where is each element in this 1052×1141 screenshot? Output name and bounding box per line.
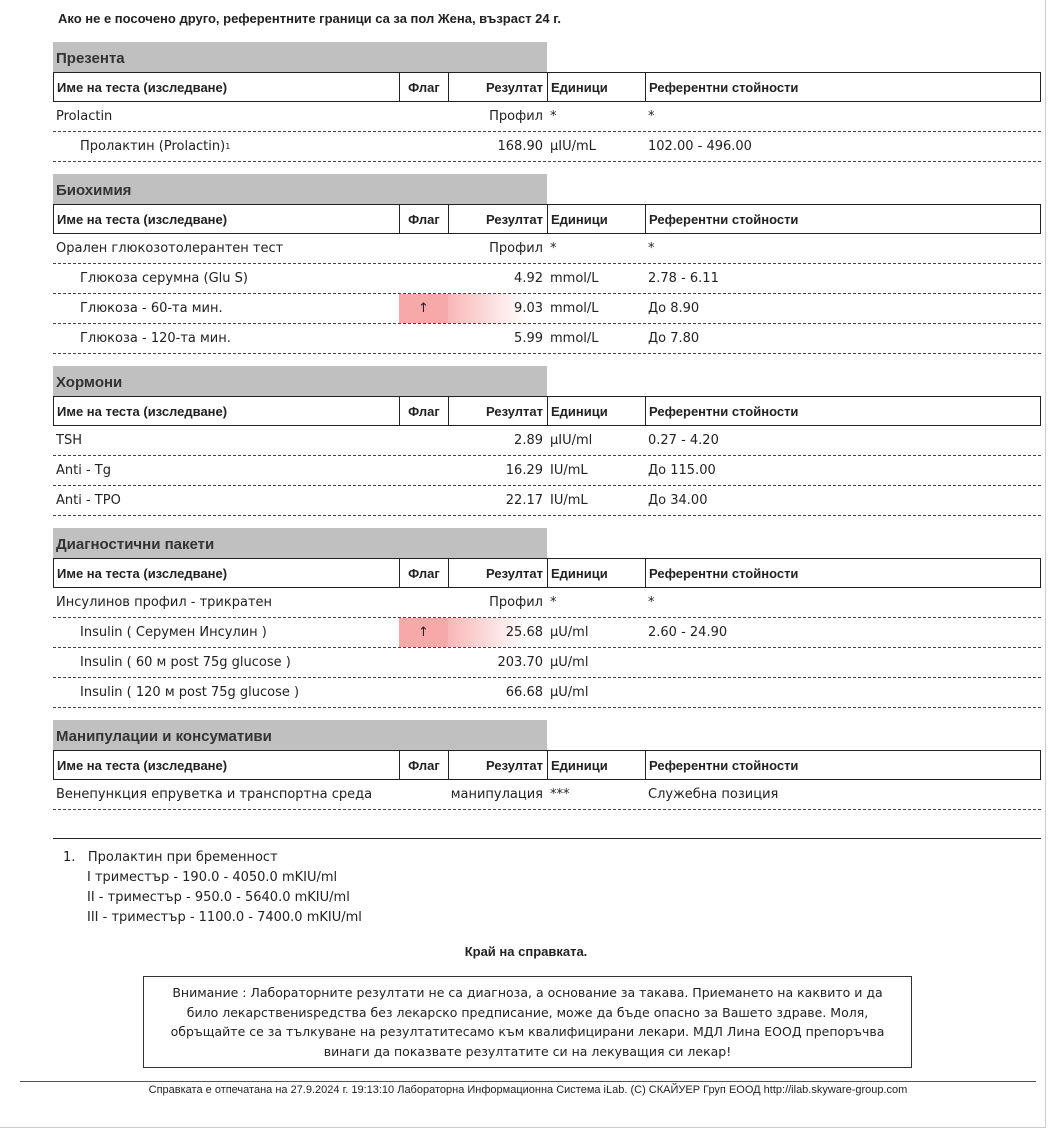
test-name-cell [53,648,399,677]
flag-cell [399,780,448,809]
column-header-ref: Референтни стойности [649,565,799,581]
table-row [53,132,1041,162]
flag-cell [399,426,448,455]
test-name: Орален глюкозотолерантен тест [56,241,284,256]
flag-cell [399,132,448,161]
test-name-cell [53,780,399,809]
column-header-units: Единици [548,559,646,587]
reference-cell: * [648,595,655,610]
column-header-name: Име на теста (изследване) [54,751,400,779]
table-row [53,588,1041,618]
footnote-title: Пролактин при бременност [87,850,278,865]
column-header-flag: Флаг [400,559,449,587]
test-name: Insulin ( 60 м post 75g glucose ) [80,655,291,670]
flag-cell [399,234,448,263]
reference-cell: * [648,241,655,256]
units-cell: *** [550,787,570,802]
units-cell: * [550,109,557,124]
result-cell: 25.68 [448,618,547,647]
column-header-ref: Референтни стойности [649,757,799,773]
table-header [53,396,1041,426]
section [53,42,1041,162]
column-header-flag: Флаг [400,73,449,101]
table-row [53,648,1041,678]
units-cell: IU/mL [550,463,588,478]
reference-cell: До 115.00 [648,463,716,478]
test-name-cell [53,426,399,455]
column-header-result: Резултат [449,397,548,425]
result-cell: 4.92 [514,271,543,286]
result-cell: 22.17 [505,493,543,508]
section [53,720,1041,810]
reference-cell: До 8.90 [648,301,700,316]
test-name: Insulin ( 120 м post 75g glucose ) [80,685,300,700]
test-name-cell [53,324,399,353]
result-cell: 5.99 [514,331,543,346]
flag-cell [399,264,448,293]
column-header-flag: Флаг [400,751,449,779]
reference-cell: 0.27 - 4.20 [648,433,719,448]
test-name: Глюкоза - 120-та мин. [80,331,231,346]
table-row [53,780,1041,810]
column-header-units: Единици [548,751,646,779]
column-header-flag: Флаг [400,205,449,233]
column-header-ref: Референтни стойности [649,79,799,95]
column-header-units: Единици [548,397,646,425]
test-name: Инсулинов профил - трикратен [56,595,273,610]
section-title: Презента [53,42,547,72]
units-cell: mmol/L [550,301,599,316]
result-cell: 168.90 [497,139,543,154]
test-name-cell [53,456,399,485]
footnote-ref: 1 [225,142,231,151]
column-header-result: Резултат [449,559,548,587]
units-cell: µIU/ml [550,433,593,448]
footnote-line: III - триместър - 1100.0 - 7400.0 mKIU/ml [87,910,362,925]
column-header-ref: Референтни стойности [649,211,799,227]
table-row [53,234,1041,264]
table-row [53,486,1041,516]
reference-note: Ако не е посочено друго, референтните граници са за пол Жена, възраст 24 г. [58,11,561,26]
result-cell: 203.70 [497,655,543,670]
reference-cell [645,648,1041,677]
arrow-up-icon: ↑ [399,618,448,647]
reference-cell: Служебна позиция [648,787,779,802]
footnote-line: II - триместър - 950.0 - 5640.0 mKIU/ml [87,890,350,905]
reference-cell: 2.78 - 6.11 [648,271,719,286]
reference-cell: До 7.80 [648,331,700,346]
column-header-name: Име на теста (изследване) [54,205,400,233]
units-cell: IU/mL [550,493,588,508]
section [53,366,1041,516]
reference-cell: До 34.00 [648,493,708,508]
column-header-name: Име на теста (изследване) [54,73,400,101]
result-cell: 16.29 [505,463,543,478]
table-row [53,426,1041,456]
results-sections [53,42,1041,822]
test-name-cell [53,294,399,323]
test-name: Пролактин (Prolactin) [80,139,226,154]
result-cell: манипулация [450,787,543,802]
table-header [53,204,1041,234]
test-name-cell [53,618,399,647]
units-cell: µU/ml [550,625,589,640]
table-header [53,72,1041,102]
section [53,528,1041,708]
column-header-name: Име на теста (изследване) [54,397,400,425]
test-name-cell [53,588,399,617]
units-cell: µIU/mL [550,139,596,154]
footer-divider [20,1081,1036,1082]
flag-cell [399,588,448,617]
column-header-result: Резултат [449,751,548,779]
table-row [53,678,1041,708]
column-header-ref: Референтни стойности [649,403,799,419]
footnote [63,848,362,928]
table-row [53,294,1041,324]
result-cell: 66.68 [505,685,543,700]
table-row [53,264,1041,294]
result-cell: Профил [489,109,543,124]
result-cell: 2.89 [514,433,543,448]
end-of-report: Край на справката. [464,944,588,959]
test-name: Prolactin [56,109,113,124]
footnote-number: 1. [63,850,76,865]
table-row [53,618,1041,648]
units-cell: µU/ml [550,685,589,700]
column-header-name: Име на теста (изследване) [54,559,400,587]
section-title: Хормони [53,366,547,396]
test-name: Insulin ( Серумен Инсулин ) [80,625,267,640]
column-header-units: Единици [548,205,646,233]
units-cell: mmol/L [550,271,599,286]
section-title: Диагностични пакети [53,528,547,558]
result-cell: Профил [489,241,543,256]
section [53,174,1041,354]
units-cell: µU/ml [550,655,589,670]
flag-cell [399,678,448,707]
column-header-flag: Флаг [400,397,449,425]
test-name: Глюкоза серумна (Glu S) [80,271,248,286]
test-name: Глюкоза - 60-та мин. [80,301,223,316]
units-cell: * [550,595,557,610]
section-title: Манипулации и консумативи [53,720,547,750]
test-name: Anti - Tg [56,463,111,478]
footnote-line: I триместър - 190.0 - 4050.0 mKIU/ml [87,870,338,885]
table-row [53,456,1041,486]
flag-cell [399,648,448,677]
test-name: Anti - TPO [56,493,121,508]
flag-cell [399,456,448,485]
warning-box: Внимание : Лабораторните резултати не са диагноза, а основание за такава. Приемането на каквито и да било лекарствениsредства без лекарско предписание, може да бъде опасно за Вашето здраве. Моля, обръщайте се за тълкуване на резултатитесамо към квалифицирани лекари. МДЛ Лина ЕООД препоръчва винаги да показвате резултатите си на лекуващия си лекар! [143,976,912,1068]
reference-cell: 102.00 - 496.00 [648,139,752,154]
test-name-cell [53,102,399,131]
test-name-cell [53,264,399,293]
test-name-cell [53,678,399,707]
column-header-units: Единици [548,73,646,101]
flag-cell [399,102,448,131]
test-name-cell [53,486,399,515]
units-cell: mmol/L [550,331,599,346]
arrow-up-icon: ↑ [399,294,448,323]
column-header-result: Резултат [449,205,548,233]
test-name-cell [53,132,399,161]
units-cell: * [550,241,557,256]
flag-cell [399,324,448,353]
table-row [53,102,1041,132]
test-name: Венепункция епруветка и транспортна среда [56,787,373,802]
section-title: Биохимия [53,174,547,204]
table-row [53,324,1041,354]
test-name-cell [53,234,399,263]
table-header [53,558,1041,588]
result-cell: 9.03 [448,294,547,323]
test-name: TSH [56,433,82,448]
reference-cell: * [648,109,655,124]
result-cell: Профил [489,595,543,610]
column-header-result: Резултат [449,73,548,101]
divider [53,838,1041,839]
table-header [53,750,1041,780]
flag-cell [399,486,448,515]
reference-cell: 2.60 - 24.90 [648,625,728,640]
reference-cell [645,678,1041,707]
printed-info: Справката е отпечатана на 27.9.2024 г. 19:13:10 Лабораторна Информационна Система iLab. (C) СКАЙУЕР Груп ЕООД http://ilab.skyware-group.com [148,1084,908,1096]
